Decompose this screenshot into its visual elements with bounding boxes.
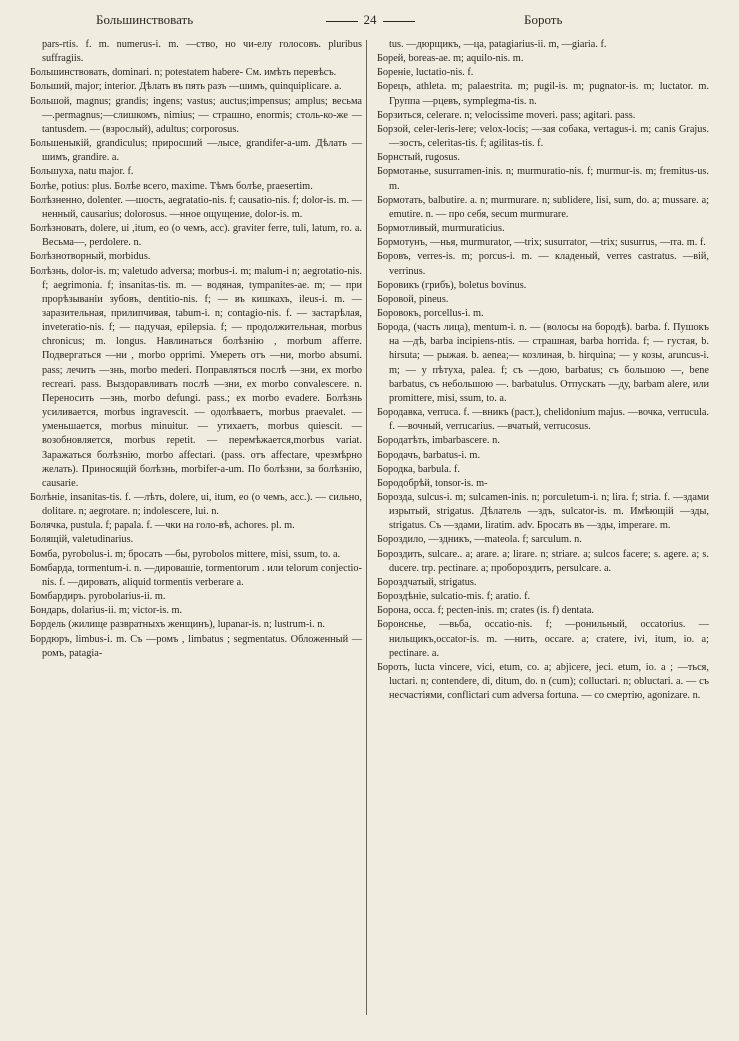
dictionary-entry: Бородобрѣй, tonsor-is. m- bbox=[377, 477, 488, 489]
dictionary-entry: Борода, (часть лица), mentum-i. n. — (волосы на бородѣ). barba. f. Пушокъ на —дѣ, barba incipiens-ntis. — страшная, barba horrida. f; — густая, b. hirsuta; — рыжая. b. aenea;— козлиная, b. hirquina; — у козы, aruncus-i. m; — у пѣтуха, palea. f; съ —дою, barbatus; съ большою —, bene barbatus, съ небольшою —. barbatulus. Отпускать —ду, barbam alere, или promittere, misi, ssum, to. a. bbox=[377, 322, 709, 404]
dictionary-entry: Бороздило, —здникъ, —mateola. f; sarculum. n. bbox=[377, 534, 582, 546]
dictionary-entry: Бороздить, sulcare.. a; arare. a; lirare. n; striare. a; sulcos facere; s. agere. a; s. ducere. trp. pectinare. a; пробороздить, persulcare. a. bbox=[377, 548, 709, 574]
dictionary-entry: Боронснье, —вьба, occatio-nis. f; —ронильный, occatorius. —нильщикъ,occator-is. m. —нить, occare. a; cratere, ivi, itum, io. a; pectinare. a. bbox=[377, 619, 709, 659]
dictionary-entry: Бормотать, balbutire. a. n; murmurare. n; sublidere, lisi, sum, do. a; mussare. a; emutire. n. — про себя, secum murmurare. bbox=[377, 194, 709, 220]
dictionary-entry: Борозда, sulcus-i. m; sulcamen-inis. n; porculetum-i. n; lira. f; stria. f. —здами изрытый, strigatus. Дѣлатель —здъ, sulcator-is. m. Имѣющій —зды, strigatus. Съ —здами, liratim. adv. Бросать въ —зды, imperare. m. bbox=[377, 492, 709, 532]
running-head-left: Большинствовать bbox=[96, 12, 194, 27]
dictionary-entry: Бороздчатый, strigatus. bbox=[377, 576, 477, 588]
rule-left bbox=[326, 21, 358, 22]
page-number-block bbox=[305, 12, 435, 28]
dictionary-entry: tus. —дюрщикъ, —ца, patagiarius-ii. m, —giaria. f. bbox=[389, 39, 607, 50]
dictionary-entry: Борей, boreas-ae. m; aquilo-nis. m. bbox=[377, 53, 524, 65]
dictionary-entry: Борзиться, celerare. n; velocissime moveri. pass; agitari. pass. bbox=[377, 109, 636, 121]
dictionary-entry: Болѣзнотворный, morbidus. bbox=[30, 251, 151, 263]
dictionary-entry: Боровой, pineus. bbox=[377, 293, 449, 305]
dictionary-entry: pars-rtis. f. m. numerus-i. m. —ство, но чи-елу голосовъ. pluribus suffragiis. bbox=[42, 39, 362, 65]
dictionary-entry: Большуха, natu major. f. bbox=[30, 166, 134, 178]
dictionary-entry: Бомба, pyrobolus-i. m; бросать —бы, pyrobolos mittere, misi, ssum, to. a. bbox=[30, 548, 341, 560]
dictionary-entry: Болѣе, potius: plus. Болѣе всего, maxime. Тѣмъ болѣе, praesertim. bbox=[30, 180, 313, 192]
dictionary-entry: Борона, occa. f; pecten-inis. m; crates (is. f) dentata. bbox=[377, 605, 594, 617]
dictionary-entry: Бородка, barbula. f. bbox=[377, 463, 460, 475]
dictionary-entry: Бомбарда, tormentum-i. n. —дировашіе, tormentorum . или telorum conjectio-nis. f. —дировать, aliquid tormentis verberare a. bbox=[30, 562, 362, 588]
dictionary-entry: Бормотунъ, —нья, murmurator, —trix; susurrator, —trix; susurrus, —rra. m. f. bbox=[377, 237, 706, 249]
right-column bbox=[377, 38, 709, 703]
page-number: 24 bbox=[363, 12, 377, 27]
dictionary-entry: Болѣзновать, dolere, ui ,itum, eo (о чемъ, acc). graviter ferre, tuli, latum, ro. a. Весьма—, perdolere. n. bbox=[30, 223, 362, 249]
dictionary-entry: Большинствовать, dominari. n; potestatem habere- См. имѣть перевѣсъ. bbox=[30, 67, 337, 79]
dictionary-entry: Бормотанье, susurramen-inis. n; murmuratio-nis. f; murmur-is. m; fremitus-us. m. bbox=[377, 166, 709, 192]
dictionary-entry: Большой, magnus; grandis; ingens; vastus; auctus;impensus; amplus; весьма —.permagnus;—слишкомъ, nimius; — страшно, enormis; столь-ко-же — tantusdem. — (взрослый), adultus; corporosus. bbox=[30, 95, 362, 135]
dictionary-entry: Бордель (жилище развратныхъ женщинъ), lupanar-is. n; lustrum-i. n. bbox=[30, 619, 325, 631]
dictionary-entry: Боровокъ, porcellus-i. m. bbox=[377, 307, 484, 319]
dictionary-entry: Бородачъ, barbatus-i. m. bbox=[377, 449, 481, 461]
dictionary-entry: Болѣзнь, dolor-is. m; valetudo adversa; morbus-i. m; malum-i n; aegrotatio-nis. f; aegrimonia. f; insanitas-tis. m. — водяная, tympanites-ae. m; — при прорѣзываніи зубовъ, dentitio-nis. f; — въ кишкахъ, ileus-i. m. — заразительная, прилипчивая, tabum-i. n; contagio-nis. f. — застарѣлая, inveteratio-nis. f; — падучая, epilepsia. f; — продолжительная, morbus chronicus; m. longus. Навлинаться болѣзнію , morbum afferre. Подвергаться —ни , morbo opprimi. Умереть отъ —ни, morbo absumi. pass; лечить —знь, morbo mederi. Поправляться послѣ —зни, ex morbo recreari. pass. Выздоравливать послѣ —зни, ex morbo convalescere. n. Переносить —знь, morbo defungi. pass.; ex morbo evadere. Болѣзнь усиливается, morbus ingravescit. — одолѣваетъ, morbus praevalet. — уменьшается, morbus minuitur. — утихаетъ, morbus quiescit. — возобновляется, morbus repetit. — перемѣжается,morbus variat. Заражаться болѣзнію, morbo affectari. (pass. отъ affectare, чрезмѣрно желать). Приносящій болѣзнь, morbifer-a-um. По болѣзни, за болѣзнію, causarie. bbox=[30, 265, 362, 489]
dictionary-entry: Борзой, celer-leris-lere; velox-locis; —зая собака, vertagus-i. m; canis Grajus. —зость, celeritas-tis. f; agilitas-tis. f. bbox=[377, 123, 709, 150]
dictionary-entry: Болящій, valetudinarius. bbox=[30, 534, 134, 546]
dictionary-entry: Болѣніе, insanitas-tis. f. —лѣть, dolere, ui, itum, eo (о чемъ, acc.). — сильно, dolitare. n; aegrotare. n; indolescere, lui. n. bbox=[30, 492, 362, 518]
dictionary-entry: Бордюръ, limbus-i. m. Съ —ромъ , limbatus ; segmentatus. Обложенный —ромъ, patagia- bbox=[30, 633, 362, 659]
column-divider bbox=[366, 40, 367, 1015]
rule-right bbox=[383, 21, 415, 22]
dictionary-entry: Бороздѣніе, sulcatio-mis. f; aratio. f. bbox=[377, 591, 531, 603]
dictionary-entry: Борецъ, athleta. m; palaestrita. m; pugil-is. m; pugnator-is. m; luctator. m. Группа —рцевъ, symplegma-tis. n. bbox=[377, 81, 709, 107]
running-head-right: Бороть bbox=[524, 12, 563, 27]
dictionary-entry: Бородатѣть, imbarbascere. n. bbox=[377, 435, 500, 447]
dictionary-entry: Бородавка, verruca. f. —вникъ (раст.), chelidonium majus. —вочка, verrucula. f. —вочный, verrucarius. —вчатый, verrucosus. bbox=[377, 407, 709, 433]
page-header bbox=[0, 8, 739, 32]
dictionary-entry: Больший, major; interior. Дѣлать въ пять разъ —шимъ, quinquiplicare. a. bbox=[30, 81, 342, 93]
left-column bbox=[30, 38, 362, 661]
dictionary-entry: Боренiе, luctatio-nis. f. bbox=[377, 67, 474, 79]
dictionary-entry: Бормотливый, murmuraticius. bbox=[377, 223, 505, 235]
dictionary-entry: Боровикъ (грибъ), boletus bovinus. bbox=[377, 279, 527, 291]
dictionary-entry: Бороть, lucta vincere, vici, etum, co. a; abjicere, jeci. etum, io. a ; —ться, luctari. n; contendere, di, ditum, do. n (cum); colluctari. n; obluctari. a. — съ несчастiями, conflictari cum adversa fortuna. — со смертію, agonizare. n. bbox=[377, 661, 709, 702]
dictionary-entry: Болѣзненно, dolenter. —шость, aegratatio-nis. f; causatio-nis. f; dolor-is. m. —ненный, causarius; dolorosus. —нное ощущение, dolor-is. m. bbox=[30, 194, 362, 220]
dictionary-entry: Большеныкій, grandiculus; приросший —лысе, grandifer-a-um. Дѣлать —шимъ, grandire. a. bbox=[30, 138, 362, 164]
dictionary-entry: Болячка, pustula. f; papala. f. —чки на голо-вѣ, achores. pl. m. bbox=[30, 520, 295, 532]
dictionary-entry: Боровъ, verres-is. m; porcus-i. m. — кладеный, verres castratus. —вій, verrinus. bbox=[377, 251, 709, 277]
dictionary-entry: Бондарь, dolarius-ii. m; victor-is. m. bbox=[30, 605, 183, 617]
dictionary-entry: Борнстый, rugosus. bbox=[377, 152, 460, 164]
dictionary-entry: Бомбардиръ. pyrobolarius-ii. m. bbox=[30, 591, 166, 603]
